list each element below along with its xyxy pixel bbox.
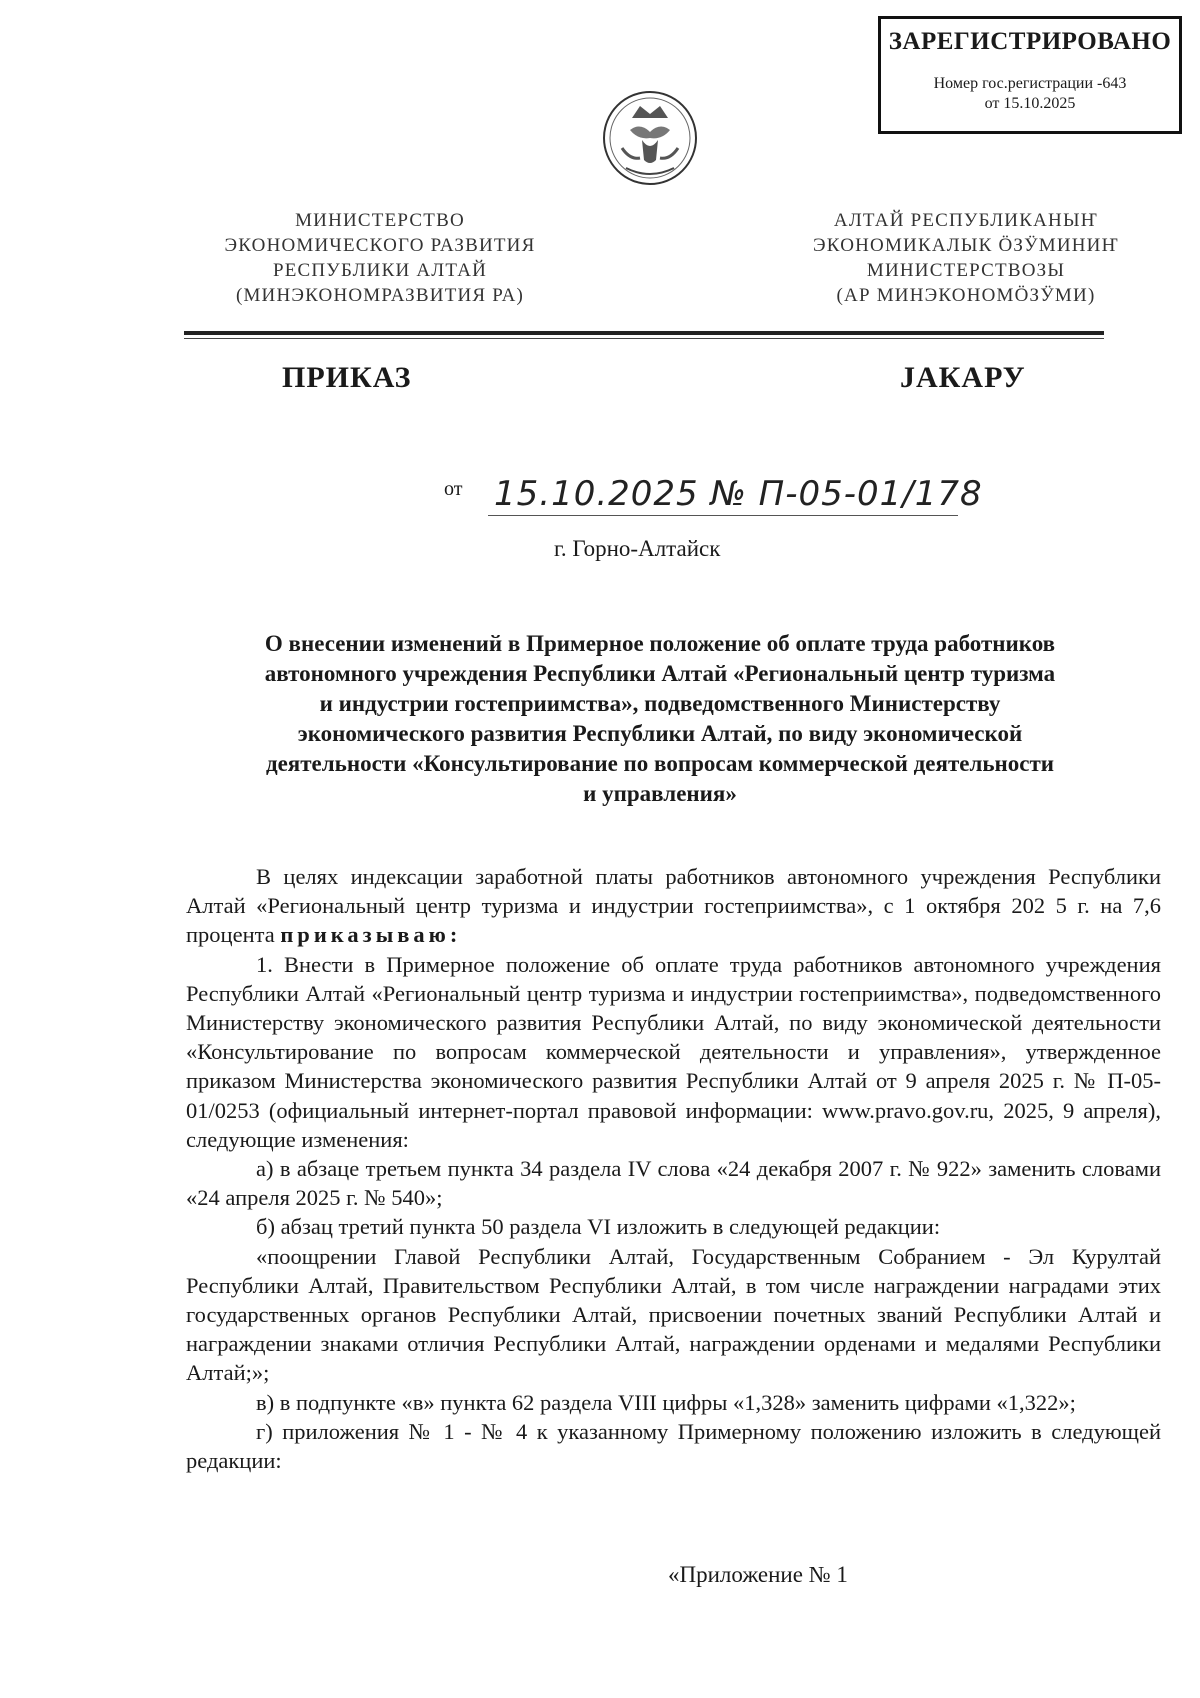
title-line: О внесении изменений в Примерное положение об оплате труда работников (264, 631, 1056, 656)
ministry-header-line: ЭКОНОМИЧЕСКОГО РАЗВИТИЯ (224, 235, 536, 256)
item-g-paragraph: г) приложения № 1 - № 4 к указанному Примерному положению изложить в следующей редакции: (186, 1418, 1161, 1474)
ministry-header-line: РЕСПУБЛИКИ АЛТАЙ (272, 260, 488, 281)
ministry-header-line: (АР МИНЭКОНОМӦЗӰМИ) (836, 285, 1096, 306)
title-line: и управления» (583, 781, 737, 806)
ministry-header-russian (170, 208, 590, 308)
item-v-paragraph: в) в подпункте «в» пункта 62 раздела VIII цифры «1,328» заменить цифрами «1,322»; (256, 1389, 1076, 1415)
ministry-header-line: ЭКОНОМИКАЛЫК ӦЗӰМИНИҤ (813, 235, 1119, 256)
ministry-header-line: (МИНЭКОНОМРАЗВИТИЯ РА) (235, 285, 525, 306)
intro-text: В целях индексации заработной платы работников автономного учреждения Республики Алтай «Региональный центр туризма и индустрии гостеприимства», с 1 октября 202 5 г. на 7,6 процента (186, 864, 1161, 948)
item-b-paragraph: б) абзац третий пункта 50 раздела VI изложить в следующей редакции: (256, 1214, 941, 1240)
title-line: и индустрии гостеприимства», подведомственного Министерству (319, 691, 1001, 716)
title-line: экономического развития Республики Алтай, по виду экономической (297, 721, 1023, 746)
item-b-quoted-text: «поощрении Главой Республики Алтай, Государственным Собранием - Эл Курултай Республики Алтай, Правительством Республики Алтай, в том числе награждении наградами этих государственных органов Республики Алтай, присвоении почетных званий Республики Алтай и награждении знаками отличия Республики Алтай, награждении орденами и медалями Республики Алтай;»; (186, 1243, 1161, 1386)
ministry-header-altai (796, 208, 1136, 308)
intro-paragraph (186, 862, 1161, 950)
order-keyword: приказываю: (280, 922, 462, 948)
ministry-header-line: МИНИСТЕРСТВОЗЫ (866, 260, 1066, 281)
item-a-paragraph: а) в абзаце третьем пункта 34 раздела IV слова «24 декабря 2007 г. № 922» заменить словами «24 апреля 2025 г. № 540»; (186, 1156, 1161, 1211)
registration-stamp (878, 16, 1182, 134)
handwritten-date-number: 15.10.2025 № П-05-01/178 (494, 474, 983, 514)
title-line: автономного учреждения Республики Алтай «Региональный центр туризма (264, 661, 1056, 686)
document-body (186, 862, 1161, 1475)
header-divider-thin (184, 338, 1104, 339)
date-prefix: от (444, 478, 463, 500)
header-divider (184, 331, 1104, 335)
order-title-russian: ПРИКАЗ (282, 361, 412, 394)
city-name: г. Горно-Алтайск (554, 536, 721, 561)
item-1-paragraph: 1. Внести в Примерное положение об оплате труда работников автономного учреждения Республики Алтай «Региональный центр туризма и индустрии гостеприимства», подведомственного Министерству экономического развития Республики Алтай, по виду экономической деятельности «Консультирование по вопросам коммерческой деятельности и управления», утвержденное приказом Министерства экономического развития Республики Алтай от 9 апреля 2025 г. № П-05-01/0253 (официальный интернет-портал правовой информации: www.pravo.gov.ru, 2025, 9 апреля), следующие изменения: (186, 951, 1161, 1152)
stamp-title: ЗАРЕГИСТРИРОВАНО (888, 28, 1172, 55)
stamp-registration-number: Номер гос.регистрации -643 (933, 75, 1127, 92)
coat-of-arms-icon (600, 88, 700, 188)
document-title (200, 629, 1120, 809)
order-title-altai: JАКАРУ (900, 361, 1026, 394)
appendix-heading: «Приложение № 1 (668, 1562, 848, 1587)
stamp-registration-date: от 15.10.2025 (984, 95, 1076, 112)
ministry-header-line: МИНИСТЕРСТВО (295, 210, 465, 231)
title-line: деятельности «Консультирование по вопросам коммерческой деятельности (265, 751, 1055, 776)
ministry-header-line: АЛТАЙ РЕСПУБЛИКАНЫҤ (833, 210, 1099, 231)
date-underline (488, 515, 958, 516)
